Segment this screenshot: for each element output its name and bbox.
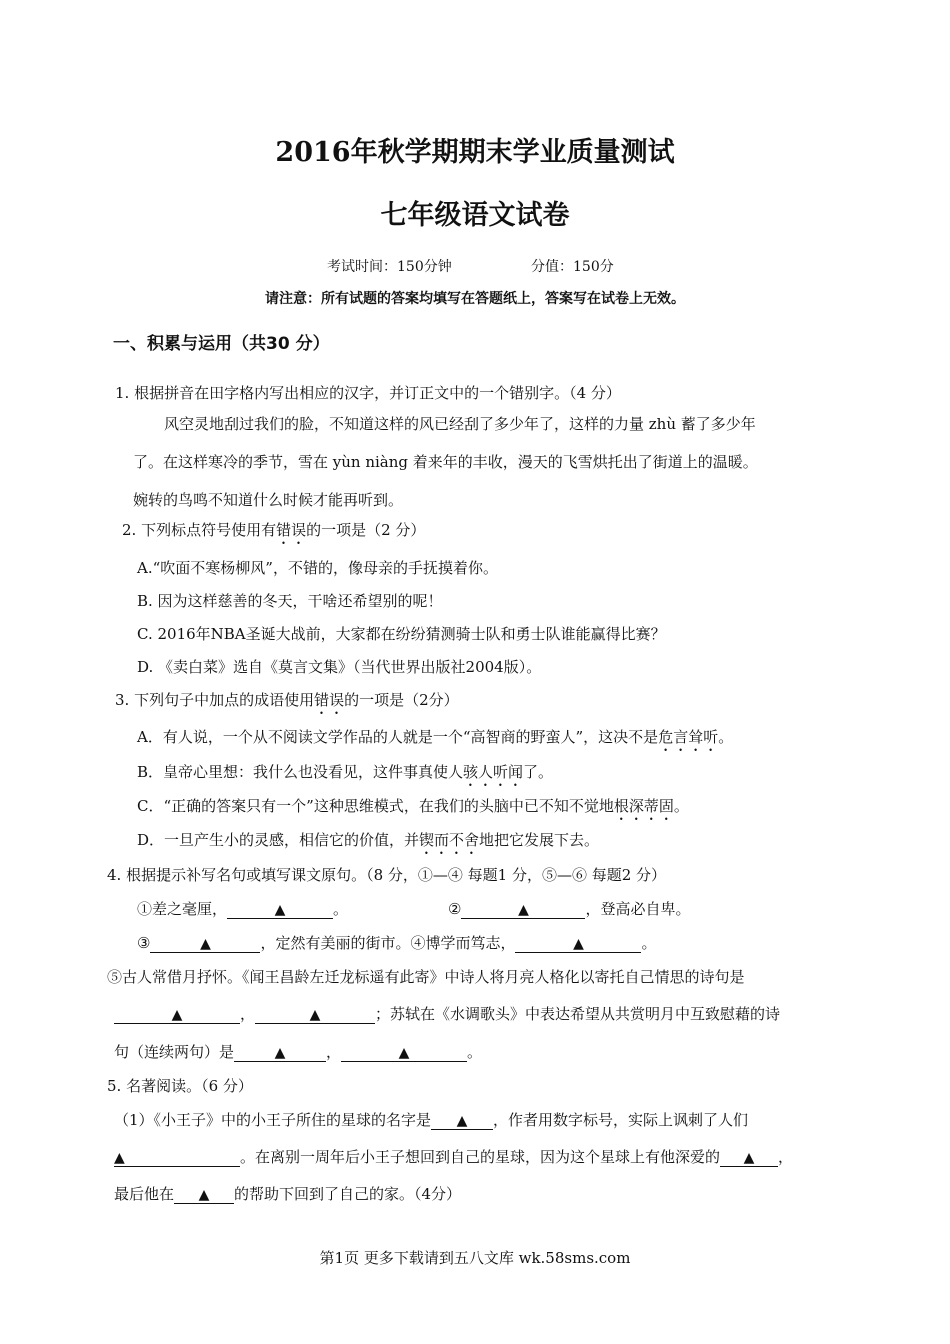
answer-blank: ▲: [720, 1149, 778, 1167]
q4-item: ⑤古人常借月抒怀。《闻王昌龄左迁龙标遥有此寄》中诗人将月亮人格化以寄托自己情思的诗句是: [107, 968, 745, 986]
answer-blank: ▲: [461, 901, 585, 919]
answer-blank: ▲: [515, 935, 641, 953]
q4-item: ③ ▲ ，定然有美丽的街市。④博学而笃志， ▲ 。: [137, 934, 657, 952]
answer-blank: ▲: [227, 901, 333, 919]
q4-prompt: 4. 根据提示补写名句或填写课文原句。（8 分，①—④ 每题1 分，⑤—⑥ 每题2 分）: [107, 866, 667, 884]
answer-blank: ▲: [255, 1006, 375, 1024]
answer-blank: ▲: [114, 1006, 240, 1024]
q3-option: A．有人说，一个从不阅读文学作品的人就是一个“高智商的野蛮人”，这决不是危言耸听。: [137, 728, 734, 746]
q3-option: D．一旦产生小的灵感，相信它的价值，并锲而不舍地把它发展下去。: [137, 831, 600, 849]
answer-blank: ▲: [234, 1044, 326, 1062]
q2-option: D. 《卖白菜》选自《莫言文集》（当代世界出版社2004版）。: [137, 658, 542, 676]
exam-title: 2016年秋学期期末学业质量测试: [275, 137, 675, 168]
q3-option: B．皇帝心里想：我什么也没看见，这件事真使人骇人听闻了。: [137, 763, 554, 781]
answer-blank: ▲: [341, 1044, 467, 1062]
q4-item: 句（连续两句）是 ▲ ， ▲ 。: [114, 1043, 483, 1061]
q1-passage-line: 婉转的鸟鸣不知道什么时候才能再听到。: [133, 491, 404, 509]
q5-prompt: 5. 名著阅读。（6 分）: [107, 1077, 253, 1095]
q4-item: ▲ ， ▲ ；苏轼在《水调歌头》中表达希望从共赏明月中互致慰藉的诗: [114, 1004, 780, 1024]
q2-prompt: 2. 下列标点符号使用有错误的一项是（2 分）: [122, 521, 426, 539]
exam-notice: 请注意：所有试题的答案均填写在答题纸上，答案写在试卷上无效。: [265, 291, 685, 307]
q2-option: B. 因为这样慈善的冬天，干啥还希望别的呢！: [137, 592, 443, 610]
q1-passage-line: 了。在这样寒冷的季节，雪在 yùn niàng 着来年的丰收，漫天的飞雪烘托出了街道上的温暖。: [133, 453, 758, 471]
section-heading: 一、积累与运用（共30 分）: [113, 334, 330, 354]
q3-prompt: 3. 下列句子中加点的成语使用错误的一项是（2分）: [115, 691, 459, 709]
exam-subtitle: 七年级语文试卷: [380, 200, 570, 231]
q5-line: ▲ 。在离别一周年后小王子想回到自己的星球，因为这个星球上有他深爱的 ▲ ，: [114, 1148, 794, 1166]
answer-blank: ▲: [150, 935, 260, 953]
page-footer: 第1页 更多下载请到五八文库 wk.58sms.com: [319, 1249, 631, 1267]
q1-prompt: 1. 根据拼音在田字格内写出相应的汉字，并订正文中的一个错别字。（4 分）: [115, 384, 621, 402]
answer-blank: ▲: [431, 1112, 493, 1130]
q4-item: ② ▲ ，登高必自卑。: [448, 900, 691, 918]
q3-option: C．“正确的答案只有一个”这种思维模式，在我们的头脑中已不知不觉地根深蒂固。: [137, 797, 689, 815]
answer-blank: ▲: [174, 1186, 234, 1204]
q5-line: 最后他在 ▲ 的帮助下回到了自己的家。（4分）: [114, 1185, 462, 1203]
exam-time: 考试时间：150分钟: [327, 259, 452, 275]
q2-option: A.“吹面不寒杨柳风”，不错的，像母亲的手抚摸着你。: [137, 559, 498, 577]
q5-line: （1）《小王子》中的小王子所住的星球的名字是 ▲ ，作者用数字标号，实际上讽刺了人们: [114, 1111, 749, 1129]
q2-option: C. 2016年NBA圣诞大战前，大家都在纷纷猜测骑士队和勇士队谁能赢得比赛？: [137, 625, 666, 643]
answer-blank: ▲: [114, 1149, 240, 1167]
q4-item: ①差之毫厘， ▲ 。: [137, 900, 349, 918]
q1-passage-line: 风空灵地刮过我们的脸，不知道这样的风已经刮了多少年了，这样的力量 zhù 蓄了多少年: [164, 415, 756, 433]
exam-score: 分值：150分: [531, 259, 614, 275]
